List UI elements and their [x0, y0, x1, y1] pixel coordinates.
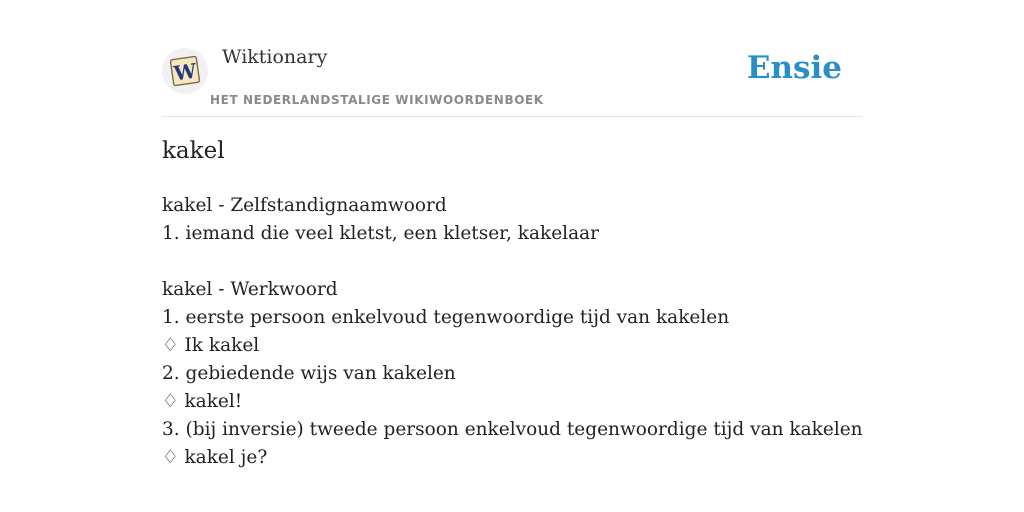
- site-tagline: HET NEDERLANDSTALIGE WIKIWOORDENBOEK: [210, 93, 544, 107]
- entry-content: [162, 192, 863, 472]
- logo-letter: W: [172, 58, 198, 86]
- example-line: ♢ Ik kakel: [162, 335, 260, 356]
- page-title: kakel: [162, 138, 225, 164]
- section-heading-noun: kakel - Zelfstandignaamwoord: [162, 195, 447, 216]
- wiktionary-w-logo-icon: [166, 52, 204, 90]
- section-heading-verb: kakel - Werkwoord: [162, 279, 338, 300]
- ensie-brand-link[interactable]: Ensie: [746, 50, 842, 86]
- definition-line: 3. (bij inversie) tweede persoon enkelvoud tegenwoordige tijd van kakelen: [162, 419, 863, 440]
- wiktionary-logo[interactable]: [162, 48, 208, 94]
- site-header: [162, 40, 862, 117]
- definition-line: 1. eerste persoon enkelvoud tegenwoordige tijd van kakelen: [162, 307, 730, 328]
- example-line: ♢ kakel je?: [162, 447, 268, 468]
- definition-line: 2. gebiedende wijs van kakelen: [162, 363, 456, 384]
- definition-line: 1. iemand die veel kletst, een kletser, kakelaar: [162, 223, 599, 244]
- site-name-link[interactable]: Wiktionary: [222, 46, 328, 68]
- example-line: ♢ kakel!: [162, 391, 243, 412]
- section-spacer: [162, 248, 863, 276]
